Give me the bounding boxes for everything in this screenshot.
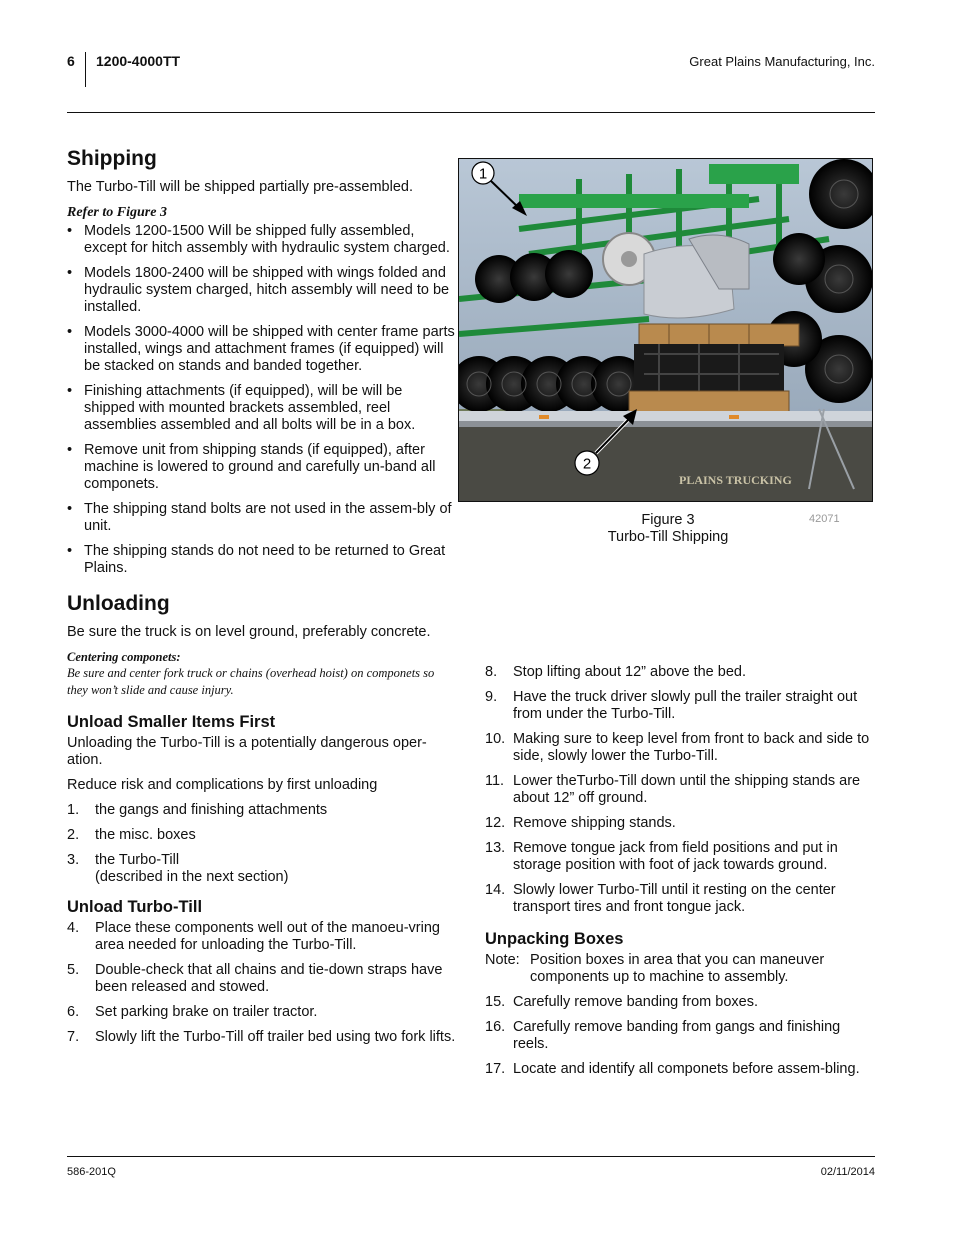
- list-item: • The shipping stands do not need to be returned to Great Plains.: [67, 543, 446, 577]
- list-item: 12. Remove shipping stands.: [485, 815, 676, 831]
- callout-2-label: 2: [582, 455, 592, 473]
- list-item: 1. the gangs and finishing attachments: [67, 802, 328, 819]
- unpacking-steps: [485, 994, 877, 1078]
- figure-id: 42071: [809, 513, 840, 525]
- bullet-icon: •: [67, 501, 73, 518]
- unload-turbo-till-heading: Unload Turbo-Till: [67, 898, 203, 917]
- shipping-intro: The Turbo-Till will be shipped partially pre-assembled.: [67, 179, 414, 196]
- list-item: 10. Making sure to keep level from front to back and side to side, slowly lower the Turbo-Till.: [485, 731, 870, 764]
- note-text: Position boxes in area that you can maneuver components up to machine to assembly.: [530, 951, 825, 985]
- unpacking-note: [485, 952, 877, 986]
- shipping-bullets: [67, 223, 457, 577]
- list-item: 7. Slowly lift the Turbo-Till off trailer bed using two fork lifts.: [67, 1028, 456, 1045]
- left-column: [67, 146, 457, 1054]
- page-number: 6: [67, 53, 75, 69]
- bullet-icon: •: [67, 223, 73, 240]
- shipping-heading: Shipping: [67, 147, 157, 170]
- list-item: • Models 1800-2400 will be shipped with wings folded and hydraulic system charged, hitch assembly will need to be installed.: [67, 265, 450, 316]
- bullet-icon: •: [67, 324, 73, 341]
- turbo-till-shipping-illustration: [459, 159, 872, 501]
- list-item: 4. Place these components well out of the manoeu-vring area needed for unloading the Turbo-Till.: [67, 919, 440, 953]
- list-item: 14. Slowly lower Turbo-Till until it resting on the center transport tires and front tongue jack.: [485, 882, 836, 915]
- caution-title: Centering componets:: [67, 650, 181, 665]
- caution-text: Be sure and center fork truck or chains (overhead hoist) on componets so they won’t slide and cause injury.: [67, 666, 435, 698]
- figure-caption-title: Turbo-Till Shipping: [607, 529, 729, 545]
- list-item: 5. Double-check that all chains and tie-down straps have been released and stowed.: [67, 961, 443, 995]
- bullet-icon: •: [67, 383, 73, 400]
- list-item: 8. Stop lifting about 12” above the bed.: [485, 664, 746, 680]
- list-item: 17. Locate and identify all componets before assem-bling.: [485, 1060, 860, 1077]
- header-divider: [85, 52, 86, 87]
- unload-smaller-heading: Unload Smaller Items First: [67, 713, 276, 732]
- list-item: 11. Lower theTurbo-Till down until the shipping stands are about 12” off ground.: [485, 773, 861, 806]
- unload-smaller-steps: [67, 802, 457, 886]
- bullet-icon: •: [67, 265, 73, 282]
- figure-reference: Refer to Figure 3: [67, 205, 167, 221]
- list-item: • Models 1200-1500 Will be shipped fully assembled, except for hitch assembly with hydraulic system charged.: [67, 223, 450, 257]
- list-item: 13. Remove tongue jack from field positions and put in storage position with foot of jack towards ground.: [485, 840, 838, 873]
- figure-caption-number: Figure 3: [641, 512, 695, 528]
- callout-1-label: 1: [478, 165, 488, 183]
- list-item: 6. Set parking brake on trailer tractor.: [67, 1003, 318, 1020]
- figure-caption: [568, 512, 768, 546]
- bullet-icon: •: [67, 442, 73, 459]
- list-item: • Finishing attachments (if equipped), will be will be shipped with mounted brackets assembled, reel assemblies assembled and all bolts will be in a box.: [67, 383, 416, 434]
- figure-photo: [458, 158, 873, 502]
- document-number: 586-201Q: [67, 1166, 116, 1178]
- unload-smaller-para-2: Reduce risk and complications by first unloading: [67, 777, 378, 794]
- unload-smaller-para-1: Unloading the Turbo-Till is a potentially dangerous oper-ation.: [67, 735, 427, 769]
- list-item: • Remove unit from shipping stands (if equipped), after machine is lowered to ground and carefully un-band all componets.: [67, 442, 436, 493]
- note-label: Note:: [485, 951, 520, 968]
- bullet-icon: •: [67, 543, 73, 560]
- unpacking-boxes-heading: Unpacking Boxes: [485, 930, 624, 948]
- list-item: 9. Have the truck driver slowly pull the trailer straight out from under the Turbo-Till.: [485, 689, 858, 722]
- unloading-intro: Be sure the truck is on level ground, preferably concrete.: [67, 624, 431, 641]
- list-item: 2. the misc. boxes: [67, 827, 196, 844]
- unload-turbo-till-steps-continued: [485, 664, 877, 916]
- list-item: • The shipping stand bolts are not used in the assem-bly of unit.: [67, 501, 452, 535]
- footer-rule: [67, 1156, 875, 1157]
- unload-turbo-till-steps: [67, 920, 457, 1046]
- model-number: 1200-4000TT: [96, 53, 181, 69]
- right-column: [485, 664, 877, 1086]
- company-name: Great Plains Manufacturing, Inc.: [689, 54, 875, 69]
- list-item: 16. Carefully remove banding from gangs and finishing reels.: [485, 1018, 841, 1052]
- document-date: 02/11/2014: [820, 1166, 875, 1178]
- list-item: • Models 3000-4000 will be shipped with center frame parts installed, wings and attachment frames (if equipped) will be stacked on stands and banded together.: [67, 324, 455, 375]
- list-item: 3. the Turbo-Till (described in the next section): [67, 852, 289, 886]
- unloading-heading: Unloading: [67, 592, 170, 616]
- list-item: 15. Carefully remove banding from boxes.: [485, 993, 759, 1010]
- trailer-logo-text: PLAINS TRUCKING: [679, 473, 792, 487]
- header-rule: [67, 112, 875, 113]
